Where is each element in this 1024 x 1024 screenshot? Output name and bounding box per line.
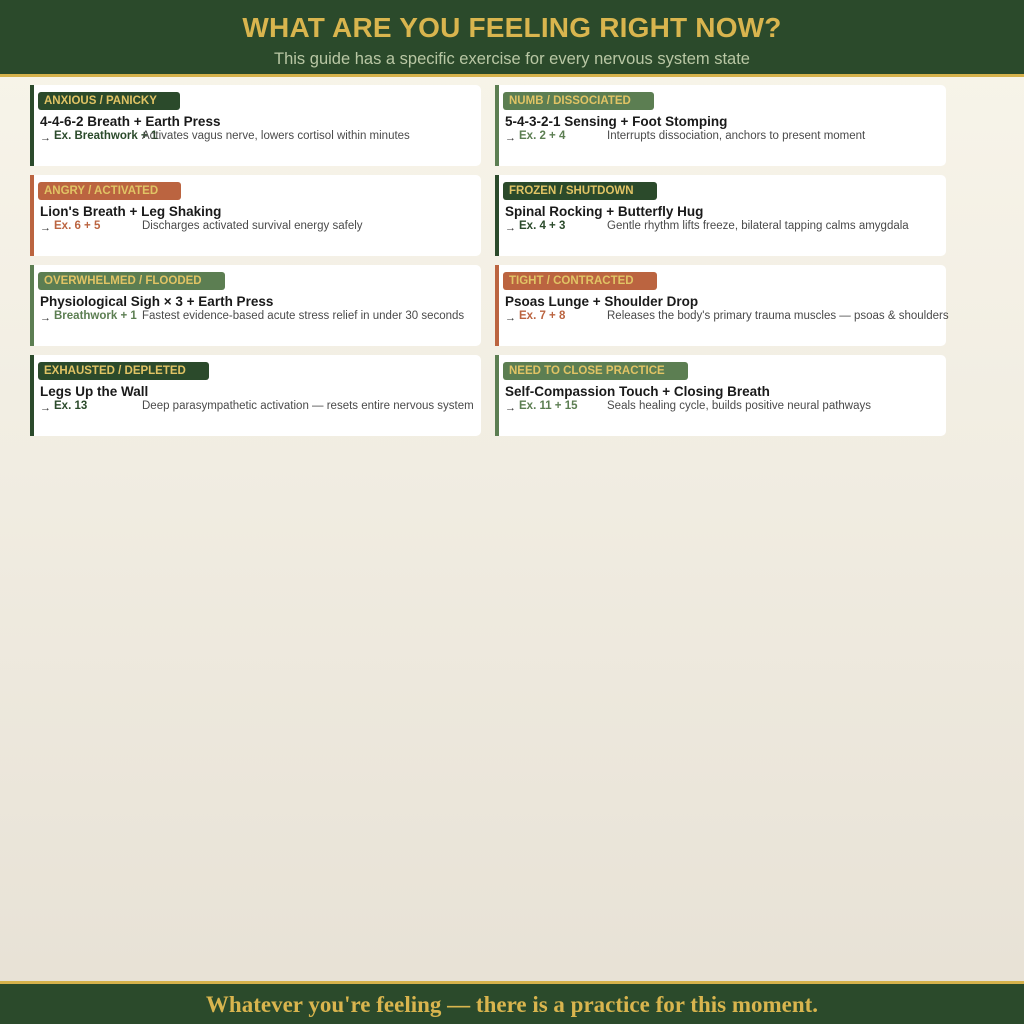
exercise-title: 5-4-3-2-1 Sensing + Foot Stomping xyxy=(505,114,728,129)
exercise-description: Discharges activated survival energy safely xyxy=(142,220,363,232)
feeling-card-angry xyxy=(30,175,481,256)
state-badge: NEED TO CLOSE PRACTICE xyxy=(503,362,688,380)
page-subtitle: This guide has a specific exercise for every nervous system state xyxy=(274,50,750,68)
exercise-reference: Ex. 7 + 8 xyxy=(519,310,566,322)
state-badge: OVERWHELMED / FLOODED xyxy=(38,272,225,290)
exercise-reference: Ex. Breathwork + 1 xyxy=(54,130,158,142)
feeling-card-frozen xyxy=(495,175,946,256)
exercise-description: Activates vagus nerve, lowers cortisol within minutes xyxy=(142,130,410,142)
state-badge: FROZEN / SHUTDOWN xyxy=(503,182,657,200)
exercise-title: Spinal Rocking + Butterfly Hug xyxy=(505,204,704,219)
arrow-right-icon: → xyxy=(505,402,516,414)
feeling-card-numb xyxy=(495,85,946,166)
exercise-title: Lion's Breath + Leg Shaking xyxy=(40,204,222,219)
exercise-title: Physiological Sigh × 3 + Earth Press xyxy=(40,294,274,309)
exercise-title: 4-4-6-2 Breath + Earth Press xyxy=(40,114,221,129)
exercise-title: Psoas Lunge + Shoulder Drop xyxy=(505,294,699,309)
exercise-title: Self-Compassion Touch + Closing Breath xyxy=(505,384,770,399)
state-badge: NUMB / DISSOCIATED xyxy=(503,92,654,110)
feeling-card-close-practice xyxy=(495,355,946,436)
state-badge: ANGRY / ACTIVATED xyxy=(38,182,181,200)
state-badge: EXHAUSTED / DEPLETED xyxy=(38,362,209,380)
exercise-description: Deep parasympathetic activation — resets entire nervous system xyxy=(142,400,474,412)
page-header xyxy=(0,0,1024,77)
exercise-description: Releases the body's primary trauma muscles — psoas & shoulders xyxy=(607,310,949,322)
arrow-right-icon: → xyxy=(40,132,51,144)
exercise-reference: Ex. 6 + 5 xyxy=(54,220,101,232)
footer-tagline: Whatever you're feeling — there is a practice for this moment. xyxy=(205,992,819,1017)
arrow-right-icon: → xyxy=(40,312,51,324)
exercise-description: Interrupts dissociation, anchors to present moment xyxy=(607,130,866,142)
state-badge: TIGHT / CONTRACTED xyxy=(503,272,657,290)
exercise-title: Legs Up the Wall xyxy=(40,384,149,399)
arrow-right-icon: → xyxy=(40,402,51,414)
exercise-reference: Ex. 11 + 15 xyxy=(519,400,578,412)
feeling-card-exhausted xyxy=(30,355,481,436)
arrow-right-icon: → xyxy=(505,222,516,234)
exercise-reference: Breathwork + 1 xyxy=(54,310,137,322)
exercise-reference: Ex. 4 + 3 xyxy=(519,220,566,232)
feeling-card-overwhelmed xyxy=(30,265,481,346)
arrow-right-icon: → xyxy=(40,222,51,234)
exercise-reference: Ex. 2 + 4 xyxy=(519,130,566,142)
exercise-reference: Ex. 13 xyxy=(54,400,88,412)
feeling-card-anxious xyxy=(30,85,481,166)
exercise-description: Fastest evidence-based acute stress relief in under 30 seconds xyxy=(142,310,465,322)
exercise-description: Gentle rhythm lifts freeze, bilateral tapping calms amygdala xyxy=(607,220,909,232)
state-badge: ANXIOUS / PANICKY xyxy=(38,92,180,110)
feeling-card-tight xyxy=(495,265,949,346)
arrow-right-icon: → xyxy=(505,312,516,324)
page-footer xyxy=(0,981,1024,1024)
exercise-description: Seals healing cycle, builds positive neural pathways xyxy=(607,400,872,412)
arrow-right-icon: → xyxy=(505,132,516,144)
page-title: WHAT ARE YOU FEELING RIGHT NOW? xyxy=(242,12,782,43)
feeling-cards-grid xyxy=(30,85,949,436)
